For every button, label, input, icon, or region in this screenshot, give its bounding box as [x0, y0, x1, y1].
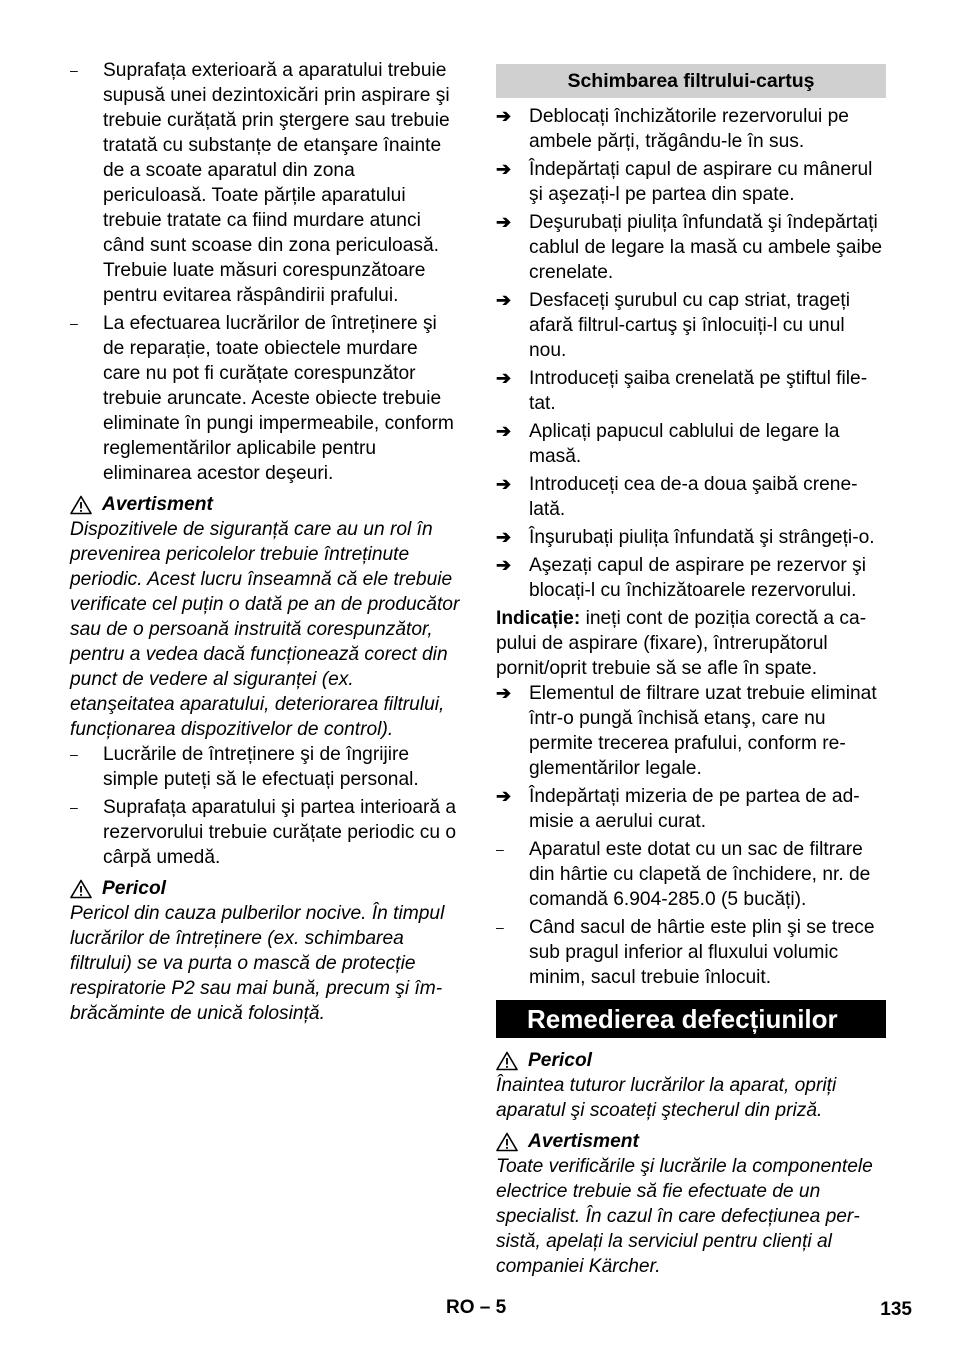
warning-text: Toate verificările şi lucrările la componentele electrice trebuie să fie efectuate de un specialist. În cazul în care defecțiunea persistă, apelați la serviciul pentru clienți al companiei Kärcher.: [496, 1156, 873, 1277]
danger-text: Înaintea tuturor lucrărilor la aparat, opriți aparatul şi scoateți ştecherul din priză.: [496, 1075, 837, 1121]
step-item: [496, 210, 886, 285]
step-item: [496, 553, 886, 603]
dash-bullet: –: [70, 62, 78, 78]
warning-heading: [496, 1129, 886, 1154]
note-paragraph: [496, 606, 886, 681]
step-text: Îndepărtați mizeria de pe partea de admisie a aerului curat.: [529, 786, 860, 832]
dash-bullet: –: [70, 799, 78, 815]
arrow-icon: ➔: [496, 555, 512, 575]
step-item: [496, 784, 886, 834]
list-item: [496, 837, 886, 912]
warning-triangle-icon: [70, 495, 92, 515]
footer-section-label: RO – 5: [446, 1297, 507, 1318]
danger-title: Pericol: [528, 1050, 592, 1071]
dash-bullet: –: [70, 746, 78, 762]
list-item: [70, 58, 460, 308]
arrow-icon: ➔: [496, 159, 512, 179]
warning-triangle-icon: [70, 879, 92, 899]
step-text: Desfaceți şurubul cu cap striat, trageți afară filtrul-cartuş şi înlocuiți-l cu unul nou.: [529, 290, 851, 361]
arrow-icon: ➔: [496, 786, 512, 806]
arrow-icon: ➔: [496, 212, 512, 232]
warning-text: Dispozitivele de siguranță care au un rol în prevenirea pericolelor trebuie întreținute periodic. Acest lucru înseamnă că ele trebuie verificate cel puțin o dată pe an de producător sau de o persoană instruită corespunzător, pentru a vedea dacă funcționează corect din punct de vedere al siguranței (ex. etanşeitatea aparatului, deteriorarea filtrului, funcționarea dispozitivelor de control).: [70, 519, 460, 740]
step-item: [496, 288, 886, 363]
arrow-icon: ➔: [496, 421, 512, 441]
danger-heading: [70, 876, 460, 901]
warning-triangle-icon: [496, 1132, 518, 1152]
arrow-icon: ➔: [496, 683, 512, 703]
note-label: Indicație:: [496, 608, 581, 629]
page-number: 135: [880, 1299, 912, 1320]
list-item-text: La efectuarea lucrărilor de întreținere şi de reparație, toate obiectele murdare care nu pot fi curățate corespunzător trebuie aruncate. Aceste obiecte trebuie eliminate în pungi impermeabile, conform reglementărilor aplicabile pentru eliminarea acestor deşeuri.: [103, 313, 454, 484]
danger-heading: [496, 1048, 886, 1073]
step-text: Elementul de filtrare uzat trebuie eliminat într-o pungă închisă etanş, care nu permite trecerea prafului, conform reglementărilor legale.: [529, 683, 877, 779]
step-item: [496, 157, 886, 207]
warning-title: Avertisment: [102, 494, 213, 515]
list-item-text: Suprafața exterioară a aparatului trebuie supusă unei dezintoxicări prin aspirare şi trebuie curățată prin ştergere sau trebuie tratată cu substanțe de etanşare înainte de a scoate aparatul din zona periculoasă. Toate părțile aparatului trebuie tratate ca fiind murdare atunci când sunt scoase din zona periculoasă. Trebuie luate măsuri corespunzătoare pentru evitarea răspândirii prafului.: [103, 60, 450, 306]
arrow-icon: ➔: [496, 368, 512, 388]
list-item-text: Suprafața aparatului şi partea interioară a rezervorului trebuie curățate periodic cu o cârpă umedă.: [103, 797, 457, 868]
danger-title: Pericol: [102, 878, 166, 899]
left-column: [70, 58, 460, 1026]
list-item-text: Când sacul de hârtie este plin şi se trece sub pragul inferior al fluxului volumic minim, sacul trebuie înlocuit.: [529, 917, 875, 988]
section-title: Schimbarea filtrului-cartuş: [496, 64, 886, 98]
dash-bullet: –: [496, 919, 504, 935]
warning-triangle-icon: [496, 1051, 518, 1071]
list-item: [70, 742, 460, 792]
step-text: Aşezați capul de aspirare pe rezervor şi blocați-l cu închizătoarele rezervorului.: [529, 555, 867, 601]
dash-bullet: –: [70, 315, 78, 331]
step-item: [496, 681, 886, 781]
warning-heading: [70, 492, 460, 517]
step-text: Înşurubați piulița înfundată şi strângeți-o.: [529, 527, 875, 548]
step-item: [496, 366, 886, 416]
step-item: [496, 472, 886, 522]
list-item-text: Lucrările de întreținere şi de îngrijire simple puteți să le efectuați personal.: [103, 744, 419, 790]
step-text: Introduceți cea de-a doua şaibă crenelată.: [529, 474, 858, 520]
step-item: [496, 419, 886, 469]
chapter-title: Remedierea defecțiunilor: [496, 1000, 886, 1038]
danger-text: Pericol din cauza pulberilor nocive. În timpul lucrărilor de întreținere (ex. schimbarea filtrului) se va purta o mască de protecție respiratorie P2 sau mai bună, precum şi îmbrăcăminte de unică folosință.: [70, 903, 445, 1024]
step-text: Deşurubați piulița înfundată şi îndepărtați cablul de legare la masă cu ambele şaibe crenelate.: [529, 212, 883, 283]
arrow-icon: ➔: [496, 106, 512, 126]
list-item: [70, 311, 460, 486]
dash-bullet: –: [496, 841, 504, 857]
step-text: Introduceți şaiba crenelată pe ştiftul filetat.: [529, 368, 868, 414]
step-text: Deblocați închizătorile rezervorului pe ambele părți, trăgându-le în sus.: [529, 106, 849, 152]
list-item-text: Aparatul este dotat cu un sac de filtrare din hârtie cu clapetă de închidere, nr. de comandă 6.904-285.0 (5 bucăți).: [529, 839, 871, 910]
arrow-icon: ➔: [496, 474, 512, 494]
warning-title: Avertisment: [528, 1131, 639, 1152]
arrow-icon: ➔: [496, 290, 512, 310]
step-text: Aplicați papucul cablului de legare la masă.: [529, 421, 840, 467]
step-text: Îndepărtați capul de aspirare cu mânerul şi aşezați-l pe partea din spate.: [529, 159, 873, 205]
list-item: [496, 915, 886, 990]
list-item: [70, 795, 460, 870]
note-text: ineți cont de poziția corectă a capului de aspirare (fixare), întrerupătorul pornit/oprit trebuie să se afle în spate.: [496, 608, 867, 679]
step-item: [496, 104, 886, 154]
step-item: [496, 525, 886, 550]
right-column: [496, 64, 886, 1279]
arrow-icon: ➔: [496, 527, 512, 547]
